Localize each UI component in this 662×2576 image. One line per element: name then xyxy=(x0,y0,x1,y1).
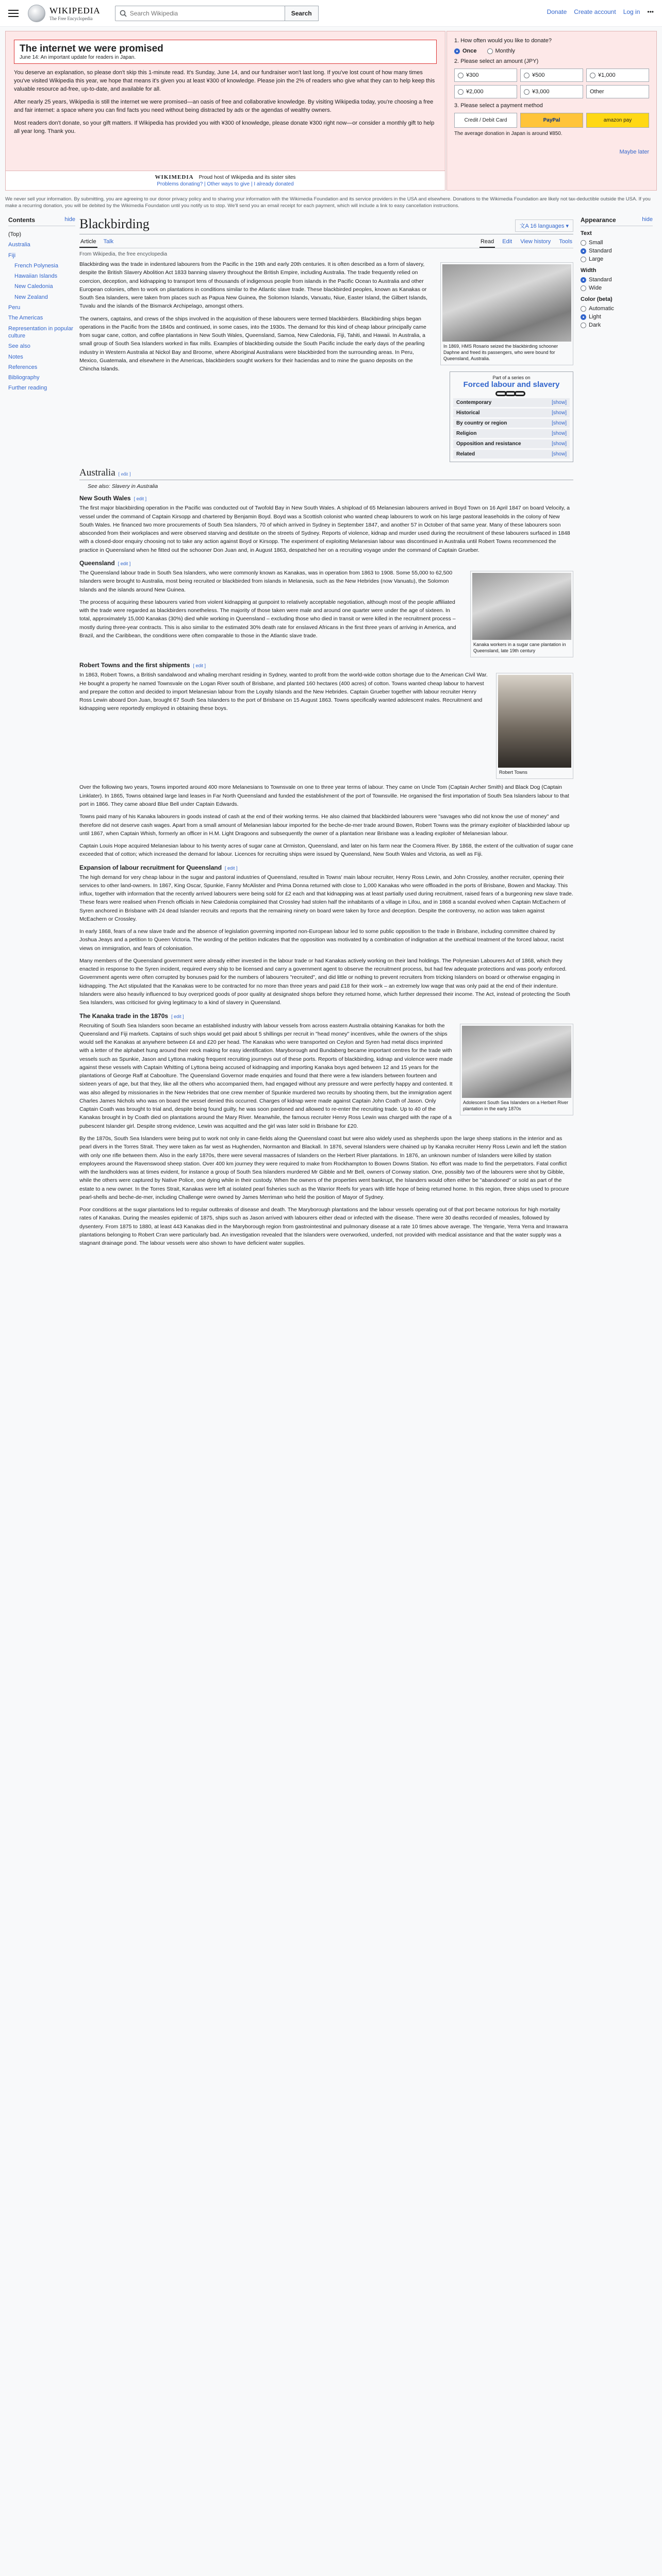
banner-paragraph: Most readers don't donate, so your gift matters. If Wikipedia has provided you with ¥300 of knowledge, please donate ¥300 right now—or consider a monthly gift to help all year long. Thank you. xyxy=(14,120,435,134)
body-paragraph: Many members of the Queensland government were already either invested in the labour trade or had Kanakas actively working on their land holdings. The Polynesian Labourers Act of 1868, which they enacted in response to the Syren incident, required every ship to be licensed and carry a government agent to observe the recruitment process, but had few adequate protections and was poorly enforced. Government agents were often corrupted by bonuses paid for the numbers of labourers "recruited", and did little or nothing to prevent recruiters from tricking Islanders on board or otherwise engaging in kidnapping. The Act stipulated that the Kanakas were to be contracted for no more than three years and paid £18 for their work – an extremely low wage that was only paid at the end of their indenture. Islanders were also heavily influenced to buy overpriced goods of poor quality at designated shops before they returned home, which further depressed their income. The Act, instead of protecting the South Sea Islanders, was criticised for giving legitimacy to a kind of slavery in Queensland. xyxy=(79,957,570,1006)
tab-read[interactable]: Read xyxy=(479,236,495,248)
sidebar-group-label: Related xyxy=(456,451,475,457)
toc-item[interactable]: Notes xyxy=(8,353,23,360)
user-links xyxy=(547,8,654,15)
sidebar-show-toggle[interactable]: [show] xyxy=(552,410,567,416)
toc-item[interactable]: (Top) xyxy=(8,231,22,238)
edit-section-link[interactable]: [ edit ] xyxy=(118,471,131,477)
article-source-note: From Wikipedia, the free encyclopedia xyxy=(79,251,168,257)
figure-caption: In 1869, HMS Rosario seized the blackbirding schooner Daphne and freed its passengers, who were bound for Queensland, Australia. xyxy=(443,344,558,362)
width-wide-radio[interactable]: Wide xyxy=(581,284,653,292)
tools-menu[interactable]: Tools xyxy=(559,239,572,245)
article-main xyxy=(79,216,573,1251)
amount-option[interactable]: ¥300 xyxy=(454,69,517,82)
appearance-title: Appearance xyxy=(581,216,616,224)
amount-option[interactable]: ¥3,000 xyxy=(520,85,583,98)
login-link[interactable]: Log in xyxy=(623,8,640,15)
sidebar-group-label: Historical xyxy=(456,410,480,416)
islanders-photo[interactable] xyxy=(462,1026,571,1098)
article-figure xyxy=(470,571,573,657)
article-figure xyxy=(440,262,573,365)
banner-title: The internet we were promised xyxy=(20,43,163,54)
logo-wordmark: WIKIPEDIA xyxy=(49,5,101,15)
sidebar-group-label: Religion xyxy=(456,431,477,437)
ship-illustration[interactable] xyxy=(442,264,571,342)
text-standard-radio[interactable]: Standard xyxy=(581,247,653,255)
body-paragraph: Towns paid many of his Kanaka labourers in goods instead of cash at the end of their working terms. He also claimed that blackbirded labourers were "savages who did not know the use of money" and therefore did not deserve cash wages. Apart from a small amount of Melanesian labour imported for the beche-de-mer trade around Bowen, Robert Towns was the primary exploiter of blackbirded labour up until 1867, when Captain Whish, formerly an officer in H.M. Light Dragoons and subsequently the owner of a plantation near Brisbane was a leading exploiter of Melanesian labour. xyxy=(79,814,570,837)
subsection-heading: Expansion of labour recruitment for Queensland [ edit ] xyxy=(79,863,238,871)
subsection-heading: New South Wales [ edit ] xyxy=(79,495,147,502)
appearance-panel xyxy=(581,216,653,329)
radio-unchecked-icon xyxy=(487,48,493,54)
appearance-hide-button[interactable]: hide xyxy=(642,216,653,223)
text-large-radio[interactable]: Large xyxy=(581,255,653,263)
sidebar-show-toggle[interactable]: [show] xyxy=(552,441,567,447)
globe-icon xyxy=(28,5,45,22)
pay-paypal-button[interactable]: PayPal xyxy=(520,113,583,128)
sidebar-group-row[interactable] xyxy=(453,439,570,448)
body-paragraph: Over the following two years, Towns imported around 400 more Melanesians to Townsvale on one to three year terms of labour. They came on Uncle Tom (Captain Archer Smith) and Black Dog (Captain Linklater). In 1865, Towns obtained large land leases in Far North Queensland and funded the establishment of the port of Townsville. He organised the first importation of South Sea Islanders labour to that port in 1866. They came aboard Blue Bell under Captain Edwards. xyxy=(79,784,569,807)
sidebar-show-toggle[interactable]: [show] xyxy=(552,400,567,406)
privacy-notice: We never sell your information. By submitting, you are agreeing to our donor privacy policy and to sharing your information with the Wikimedia Foundation and its service providers in the USA and elsewhere. Donations to the Wikimedia Foundation are likely not tax-deductible outside the USA. If you make a recurring donation, you will be debited by the Wikimedia Foundation until you notify us to stop. We'll send you an email receipt for each payment, which will include a link to easy cancellation instructions. xyxy=(5,196,651,209)
edit-section-link[interactable]: [ edit ] xyxy=(171,1013,184,1019)
edit-section-link[interactable]: [ edit ] xyxy=(118,561,131,567)
plantation-photo[interactable] xyxy=(472,573,571,640)
body-paragraph: By the 1870s, South Sea Islanders were being put to work not only in cane-fields along the Queensland coast but were also widely used as shepherds upon the large sheep stations in the interior and as pearl divers in the Torres Strait. They were taken as far west as Hughenden, Normanton and Blackall. In 1876, several Islanders were chained up by Kanaka recruiter Henry Ross Lewin and left the station with only one rifle between them. Also in the early 1870s, there were several massacres of Islanders on the Herbert River plantations. In 1876, an unknown number of Islanders were killed by station employees around the Ravenswood sheep station. Over 400 km journey they were required to make from Rockhampton to Bowen Downs Station. No effort was made to find the perpetrators. Fatal conflict with the landholders was at times evident, for instance a group of South Sea Islanders murdered Mr Gibble and Mr Bell, owners of Conway station. One, possibly two of the labourers were shot by Gibble, while the others were captured by Native Police, one dying while in their custody. When the owners of the properties went bankrupt, the Islanders would often either be "abandoned" or sold as part of the estate to a new owner. In the Torres Strait, Kanakas were left at isolated pearl fisheries such as the Warrior Reefs for years with little hope of being returned home. In this region, three ships used to procure pearl-shells and beche-de-mer, including Challenge were owned by James Merriman who held the position of Mayor of Sydney. xyxy=(79,1136,569,1200)
banner-footer xyxy=(6,171,445,190)
edit-section-link[interactable]: [ edit ] xyxy=(193,663,206,669)
toc-item[interactable]: Bibliography xyxy=(8,375,40,381)
toc-item[interactable]: Australia xyxy=(8,242,30,248)
color-automatic-radio[interactable]: Automatic xyxy=(581,304,653,313)
tab-view-history[interactable]: View history xyxy=(520,239,551,245)
subsection-heading: The Kanaka trade in the 1870s [ edit ] xyxy=(79,1012,184,1020)
body-paragraph: The process of acquiring these labourers varied from violent kidnapping at gunpoint to relatively acceptable negotiation, although most of the people affiliated with the trade were regarded as blackbirders nonetheless. The majority of those taken were male and around one quarter were under the age of sixteen. In total, approximately 15,000 Kanakas (30%) died while working in Queensland – excluding those who died in transit or were killed in the recruitment process – mostly during three-year contracts. This is also similar to the estimated 30% death rate for enslaved Africans in the first three years of arriving in America, and Brazil, and the Caribbean, the conditions were often comparable to those in the Atlantic slave trade. xyxy=(79,599,456,639)
body-paragraph: In early 1868, fears of a new slave trade and the absence of legislation governing imported non-European labour led to some public opposition to the trade in Brisbane, including committee chaired by Joshua Jeays and a petition to Queen Victoria. The wording of the petition indicates that the opposition was motivated by a combination of indignation at the unethical treatment of the forced labour, racist views on immigration, and fears of colonisation. xyxy=(79,928,564,952)
amount-option[interactable]: ¥1,000 xyxy=(586,69,649,82)
frequency-once-radio[interactable]: Once xyxy=(454,48,477,54)
sidebar-series-title[interactable]: Forced labour and slavery xyxy=(463,380,560,389)
intro-paragraph: Blackbirding was the trade in indentured labourers from the Pacific in the 19th and early 20th centuries. It is often described as a form of slavery, despite the British Slavery Abolition Act 1833 banning slavery throughout the British Empire, including Australia. The trade frequently relied on coercion, deception, and kidnapping to transport tens of thousands of indigenous people from islands in the Pacific Ocean to Australia and other European colonies, often to work on plantations in conditions similar to the Atlantic slave trade. These blackbirded peoples, known as Kanakas or South Sea Islanders, were taken from places such as Papua New Guinea, the Solomon Islands, Vanuatu, Niue, Easter Island, the Gilbert Islands, Tuvalu and the islands of the Bismarck Archipelago, amongst others. xyxy=(79,261,428,310)
subsection-heading: Robert Towns and the first shipments [ edit ] xyxy=(79,662,206,669)
color-label: Color (beta) xyxy=(581,296,613,302)
body-paragraph: The high demand for very cheap labour in the sugar and pastoral industries of Queensland, resulted in Towns' main labour recruiter, Henry Ross Lewin, and John Crossley, another recruiter, opening their services to other land-owners. In 1867, King Oscar, Spunkie, Fanny McAlister and Prima Donna returned with close to 1,000 Kanakas who were offloaded in the ports of Brisbane, Bowen and Mackay. This influx, together with information that the recently arrived labourers were being sold for £2 each and that kidnapping was at least partially used during recruitment, raised fears of a burgeoning new slave trade. These fears were realised when French officials in New Caledonia complained that Crossley had stolen half the inhabitants of a village in Lifou, and in 1868 a scandal evolved when Captain McEachern of Syren anchored in Brisbane with 24 dead Islander recruits and reports that the remaining ninety on board were taken by force and deception. Despite the controversy, no action was taken against McEachern or Crossley. xyxy=(79,874,573,922)
sidebar-group-label: By country or region xyxy=(456,420,507,427)
article-figure xyxy=(460,1024,573,1115)
color-dark-radio[interactable]: Dark xyxy=(581,321,653,329)
sidebar-group-row[interactable] xyxy=(453,419,570,428)
toc-item[interactable]: French Polynesia xyxy=(14,262,58,269)
article-figure xyxy=(496,673,573,779)
sidebar-group-label: Opposition and resistance xyxy=(456,441,521,447)
toc-hide-button[interactable]: hide xyxy=(64,216,75,223)
sidebar-group-label: Contemporary xyxy=(456,400,492,406)
series-sidebar xyxy=(450,371,573,462)
body-paragraph: The first major blackbirding operation in the Pacific was conducted out of Twofold Bay in New South Wales. A shipload of 65 Melanesian labourers arrived in Boyd Town on 16 April 1847 on board Velocity, a vessel under the command of Captain Kirsopp and chartered by Benjamin Boyd. Boyd was a Scottish colonist who wanted cheap labourers to work on his large pastoral leaseholds in the colony of New South Wales. He financed two more procurements of South Sea Islanders, 70 of which arrived in Sydney in September 1847, and another 57 in October of that same year. Many of these labourers soon absconded from their workplaces and were observed starving and destitute on the streets of Sydney. Reports of violence, kidnap and murder used during the recruitment of these labourers surfaced in 1848 with a closed-door enquiry choosing not to take any action against Boyd or Kirsopp. The experiment of exploiting Melanesian labour was discontinued in Australia until Robert Towns recommenced the practice in Queensland when he fitted out the schooner Don Juan and, in August 1863, despatched her on a recruiting voyage under the command of Captain Grueber. xyxy=(79,505,570,553)
width-label: Width xyxy=(581,267,597,274)
body-paragraph: Recruiting of South Sea Islanders soon became an established industry with labour vessels from across eastern Australia obtaining Kanakas for both the Queensland and Fiji markets. Captains of such ships would get paid about 5 shillings per recruit in "head money" incentives, while the owners of the ships would sell the Kanakas at anywhere between £4 and £20 per head. The Kanakas who were transported on Ceylon and Syren had metal discs imprinted with a letter of the alphabet hung around their neck making for easy identification. Maryborough and Bundaberg became important centres for the trade with vessels such as Spunkie, Jason and Lyttona making frequent recruiting journeys out of these ports. Reports of blackbirding, kidnap and violence were made against these vessels with Captain Whitting of Lyttona being accused of kidnapping and importing Kanaka boys aged between 12 and 15 years for the plantations of George Raff at Caboolture. The Queensland Governor made enquiries and found that there were a few islanders between fourteen and sixteen years of age, but that they, like all the others who accompanied them, had engaged without any pressure and were perfectly happy and contented. It was also alleged by missionaries in the New Hebrides that one crew member of Spunkie murdered two recruits by shooting them, but the immigration agent Charles James Nichols who was on board the vessel denied this occurred. Charges of kidnap were made against Captain John Coath of Jason. Only Captain Coath was brought to trial and, despite being found guilty, he was soon pardoned and allowed to re-enter the recruiting trade. Up to 40 of the Kanakas brought in by Coath died on plantations around the Mary River. Meanwhile, the famous recruiter Henry Ross Lewin was charged with the rape of a pubescent Islander girl. Despite strong evidence, Lewin was acquitted and the girl was later sold in Brisbane for £20. xyxy=(79,1022,453,1129)
text-small-radio[interactable]: Small xyxy=(581,239,653,247)
body-paragraph: Captain Louis Hope acquired Melanesian labour to his twenty acres of sugar cane at Ormiston, Queensland, and later on his farm near the Coomera River. By 1868, the extent of the cultivation of sugar cane exceeded that of cotton; which increased the demand for labour. Licences for recruiting ships were issued by Queensland, New South Wales and Victoria, as well as Fiji. xyxy=(79,843,573,858)
section-heading: Australia [ edit ] xyxy=(79,467,573,480)
figure-caption: Adolescent South Sea Islanders on a Herbert River plantation in the early 1870s xyxy=(463,1099,569,1111)
edit-section-link[interactable]: [ edit ] xyxy=(134,496,147,502)
wikimedia-logo: WIKIMEDIA xyxy=(155,174,194,180)
hatnote[interactable]: See also: Slavery in Australia xyxy=(88,483,158,490)
radio-checked-icon xyxy=(454,48,460,54)
sidebar-group-row[interactable] xyxy=(453,429,570,438)
search-input[interactable] xyxy=(130,10,274,17)
figure-caption: Robert Towns xyxy=(499,770,527,775)
wikimedia-note: Proud host of Wikipedia and its sister sites xyxy=(198,175,296,180)
pay-amazon-button[interactable]: amazon pay xyxy=(586,113,649,128)
banner-help-links[interactable]: Problems donating? | Other ways to give | I already donated xyxy=(157,181,294,187)
payment-question: 3. Please select a payment method xyxy=(454,103,543,109)
figure-caption: Kanaka workers in a sugar cane plantation in Queensland, late 19th century xyxy=(473,642,566,654)
amount-other-field[interactable]: Other xyxy=(586,85,649,98)
language-button[interactable]: 文A 16 languages ▾ xyxy=(515,219,573,232)
amount-question: 2. Please select an amount (JPY) xyxy=(454,58,539,64)
more-options-icon[interactable]: ••• xyxy=(647,8,654,15)
page-title: Blackbirding xyxy=(79,216,150,231)
edit-section-link[interactable]: [ edit ] xyxy=(225,865,238,871)
body-paragraph: In 1863, Robert Towns, a British sandalwood and whaling merchant residing in Sydney, wanted to profit from the world-wide cotton shortage due to the American Civil War. He bought a property he named Townsvale on the Logan River south of Brisbane, and planted 160 hectares (400 acres) of cotton. Towns wanted cheap labour to harvest and prepare the cotton and decided to import Melanesian labour from the Loyalty Islands and the New Hebrides. Captain Grueber together with labour recruiter Henry Ross Lewin aboard Don Juan, brought 67 South Sea Islanders to the port of Brisbane on 15 August 1863. Towns specifically wanted adolescent males. Recruitment and kidnapping were reportedly employed in obtaining these boys. xyxy=(79,672,488,712)
toc-item[interactable]: Fiji xyxy=(8,252,16,259)
average-donation-note: The average donation in Japan is around ¥850. xyxy=(454,131,562,137)
pay-card-button[interactable]: Credit / Debit Card xyxy=(454,113,517,128)
site-header xyxy=(0,0,662,27)
tab-talk[interactable]: Talk xyxy=(103,239,114,245)
toc-item[interactable]: Representation in popular culture xyxy=(8,325,73,339)
sidebar-group-row[interactable] xyxy=(453,450,570,459)
toc-item[interactable]: The Americas xyxy=(8,315,43,321)
amount-option[interactable]: ¥2,000 xyxy=(454,85,517,98)
banner-subtitle: June 14: An important update for readers in Japan. xyxy=(20,55,136,60)
create-account-link[interactable]: Create account xyxy=(574,8,616,15)
toc-item[interactable]: New Caledonia xyxy=(14,283,53,290)
frequency-question: 1. How often would you like to donate? xyxy=(454,38,552,44)
toc-item[interactable]: Hawaiian Islands xyxy=(14,273,58,280)
search-icon xyxy=(120,10,127,17)
sidebar-group-row[interactable] xyxy=(453,398,570,407)
logo-tagline: The Free Encyclopedia xyxy=(49,15,93,21)
toc-item[interactable]: See also xyxy=(8,343,30,350)
search-form xyxy=(115,6,319,21)
fundraising-banner xyxy=(5,31,445,191)
sidebar-show-toggle[interactable]: [show] xyxy=(552,420,567,427)
donate-link[interactable]: Donate xyxy=(547,8,567,15)
toc-item[interactable]: New Zealand xyxy=(14,294,48,300)
color-light-radio[interactable]: Light xyxy=(581,313,653,321)
search-field[interactable] xyxy=(115,6,285,21)
maybe-later-link[interactable]: Maybe later xyxy=(619,149,649,155)
body-paragraph: The Queensland labour trade in South Sea Islanders, who were commonly known as Kanakas, was in operation from 1863 to 1908. Some 55,000 to 62,500 Islanders were brought to Australia, most being recruited or blackbirded from islands in Melanesia, such as the New Hebrides (now Vanuatu), the Solomon Islands and the islands around New Guinea. xyxy=(79,570,453,593)
wikipedia-logo[interactable] xyxy=(28,5,101,22)
toc-title: Contents xyxy=(8,216,35,224)
text-size-label: Text xyxy=(581,230,592,236)
banner-paragraph: After nearly 25 years, Wikipedia is still the internet we were promised—an oasis of free and collaborative knowledge. By visiting Wikipedia today, you're choosing a free and fair internet: a space where you can find facts you need without being distracted by ads or the agendas of wealthy owners. xyxy=(14,98,434,113)
sidebar-show-toggle[interactable]: [show] xyxy=(552,431,567,437)
body-paragraph: Poor conditions at the sugar plantations led to regular outbreaks of disease and death. The Maryborough plantations and the labour vessels operating out of that port became notorious for high mortality rates of Kanakas. During the measles epidemic of 1875, ships such as Jason arrived with labourers either dead or infected with the disease. There were 30 deaths recorded of measles, followed by dysentery. From 1875 to 1880, at least 443 Kanakas died in the Maryborough region from gastrointestinal and pulmonary disease at a rate 10 times above average. The Yengarie, Yerra Yerra and Irrawarra plantations belonging to Robert Cran were particularly bad. An investigation revealed that the Islanders were overworked, underfed, not provided with medical assistance and that the water supply was a stagnant drainage pond. The labour vessels were also shown to have deficient water supplies. xyxy=(79,1207,568,1247)
donate-form xyxy=(446,31,657,191)
amount-option[interactable]: ¥500 xyxy=(520,69,583,82)
frequency-monthly-radio[interactable]: Monthly xyxy=(487,48,516,54)
portrait-photo[interactable] xyxy=(498,675,571,768)
sidebar-part-of: Part of a series on xyxy=(492,375,531,381)
toc-item[interactable]: Further reading xyxy=(8,385,47,392)
tab-edit[interactable]: Edit xyxy=(502,239,512,245)
width-standard-radio[interactable]: Standard xyxy=(581,276,653,284)
chain-icon xyxy=(453,391,570,396)
toc-item[interactable]: References xyxy=(8,364,38,370)
sidebar-show-toggle[interactable]: [show] xyxy=(552,451,567,457)
search-button[interactable]: Search xyxy=(285,6,319,21)
banner-paragraph: You deserve an explanation, so please don't skip this 1-minute read. It's Sunday, June 14, and our fundraiser won't last long. If you've lost count of how many times you've visited Wikipedia this year, we hope that means it's given you at least ¥300 of knowledge. Please join the 2% of readers who give what they can to help keep this valuable resource ad-free, up-to-date, and available for all. xyxy=(14,70,435,92)
table-of-contents xyxy=(8,216,75,394)
subsection-heading: Queensland [ edit ] xyxy=(79,560,131,567)
sidebar-group-row[interactable] xyxy=(453,409,570,417)
toc-item[interactable]: Peru xyxy=(8,304,21,311)
main-menu-icon[interactable] xyxy=(8,10,19,17)
tab-article[interactable]: Article xyxy=(79,236,97,248)
intro-paragraph: The owners, captains, and crews of the ships involved in the acquisition of these labourers were termed blackbirders. Blackbirding ships began operations in the Pacific from the 1840s and continued, in some cases, into the 1930s. The demand for this kind of cheap labour principally came from sugar cane, cotton, and coffee plantations in New South Wales, Queensland, Samoa, New Caledonia, Fiji, Tahiti, and Hawaii. In Australia, a small group of South Sea Islanders worked in flax mills. Examples of blackbirding outside the South Pacific include the early days of the pearling industry in Western Australia at Nickol Bay and Broome, where Aboriginal Australians were blackbirded from the surrounding areas. In Peru, Mexico, Guatemala, and elsewhere in the Americas, blackbirders sought workers for their haciendas and to mine the guano deposits on the Chincha Islands. xyxy=(79,315,426,372)
banner-heading-box xyxy=(14,40,437,64)
article-body xyxy=(79,260,573,1247)
